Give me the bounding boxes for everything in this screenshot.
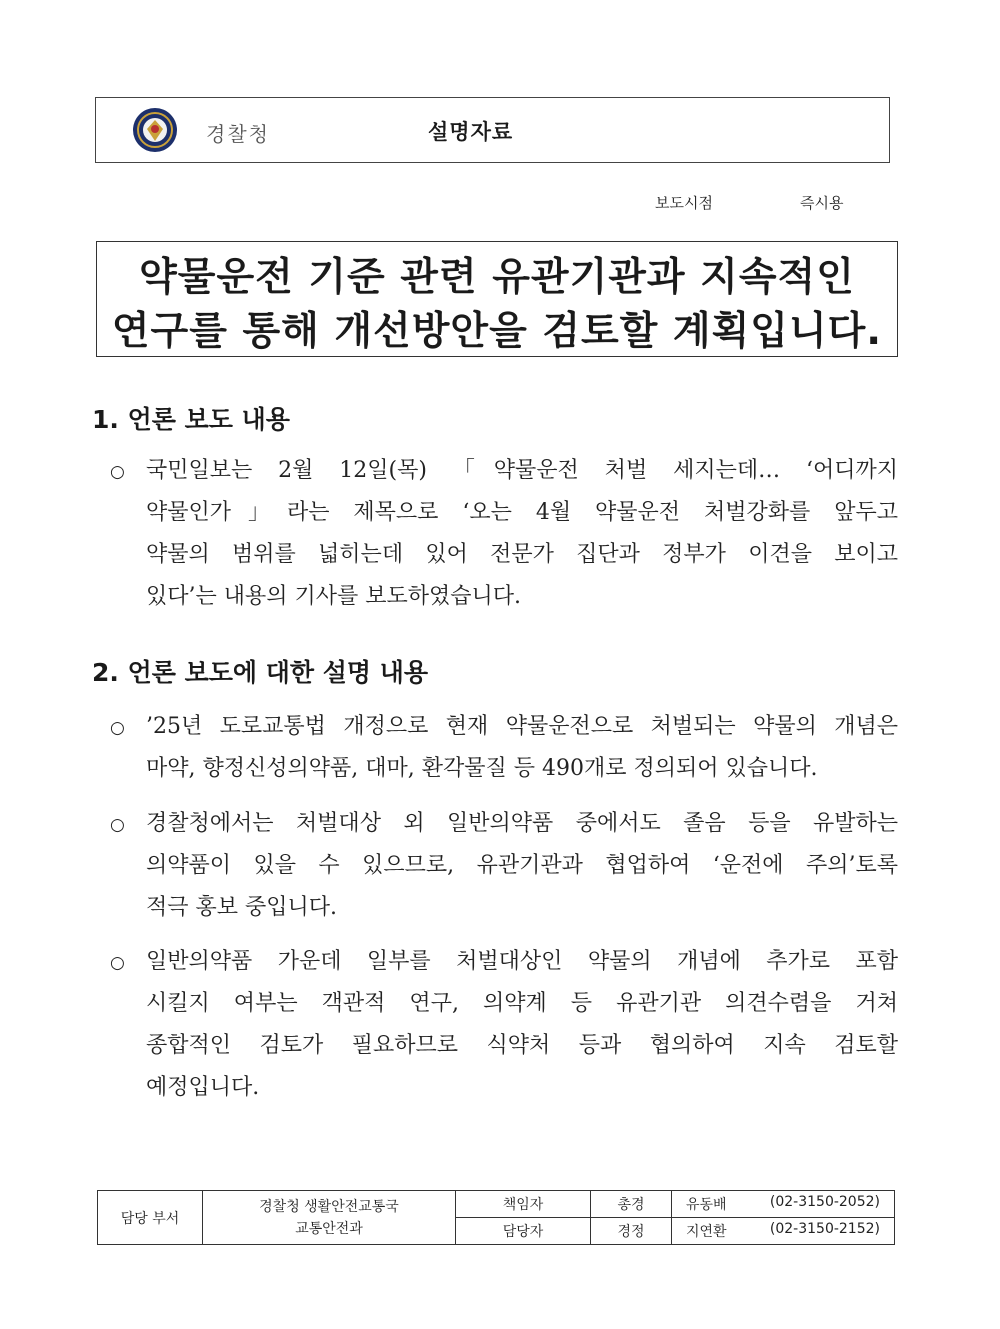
bullet-marker: ○ <box>110 718 125 738</box>
rank-cell: 경정 <box>591 1218 672 1245</box>
paragraph-news-summary <box>146 450 898 618</box>
dept-label-cell: 담당 부서 <box>98 1191 203 1245</box>
dept-name-cell <box>203 1191 456 1245</box>
role-cell: 책임자 <box>456 1191 591 1218</box>
person-name: 유동배 <box>686 1197 727 1213</box>
rank-cell: 총경 <box>591 1191 672 1218</box>
paragraph-line: 종합적인 검토가 필요하므로 식약처 등과 협의하여 지속 검토할 <box>146 1033 898 1058</box>
bullet-marker: ○ <box>110 815 125 835</box>
dept-name-line-2: 교통안전과 <box>295 1220 363 1237</box>
release-timing-label: 보도시점 <box>655 194 713 212</box>
bullet-marker: ○ <box>110 953 125 973</box>
paragraph-line: 마약, 향정신성의약품, 대마, 환각물질 등 490개로 정의되어 있습니다. <box>146 756 818 781</box>
person-cell <box>672 1218 895 1245</box>
paragraph-line: 의약품이 있을 수 있으므로, 유관기관과 협업하여 ‘운전에 주의’토록 <box>146 853 898 878</box>
paragraph-line: 있다’는 내용의 기사를 보도하였습니다. <box>146 584 521 609</box>
paragraph-line: ’25년 도로교통법 개정으로 현재 약물운전으로 처벌되는 약물의 개념은 <box>146 714 898 739</box>
phone-number: (02-3150-2152) <box>769 1221 880 1237</box>
role-cell: 담당자 <box>456 1218 591 1245</box>
paragraph-line: 일반의약품 가운데 일부를 처벌대상인 약물의 개념에 추가로 포함 <box>146 949 898 974</box>
contact-table <box>97 1190 895 1245</box>
table-row <box>98 1191 895 1218</box>
paragraph-line: 적극 홍보 중입니다. <box>146 895 337 920</box>
headline-line-1: 약물운전 기준 관련 유관기관과 지속적인 <box>139 255 855 300</box>
person-cell <box>672 1191 895 1218</box>
agency-name: 경찰청 <box>206 122 270 146</box>
police-seal-logo <box>132 107 178 153</box>
section-heading-2: 2. 언론 보도에 대한 설명 내용 <box>92 658 429 687</box>
section-heading-1: 1. 언론 보도 내용 <box>92 405 290 434</box>
headline-box <box>96 241 898 357</box>
paragraph-line: 예정입니다. <box>146 1075 260 1100</box>
paragraph-review-plan <box>146 941 898 1109</box>
headline-line-2: 연구를 통해 개선방안을 검토할 계획입니다. <box>111 309 883 354</box>
header-box <box>95 97 890 163</box>
phone-number: (02-3150-2052) <box>769 1194 880 1210</box>
document-type: 설명자료 <box>428 119 514 144</box>
dept-name-line-1: 경찰청 생활안전교통국 <box>259 1198 399 1215</box>
paragraph-line: 국민일보는 2월 12일(목) 「약물운전 처벌 세지는데… ‘어디까지 <box>146 458 898 483</box>
paragraph-promotion <box>146 803 898 929</box>
release-timing-value: 즉시용 <box>800 194 844 212</box>
paragraph-line: 약물인가」라는 제목으로 ‘오는 4월 약물운전 처벌강화를 앞두고 <box>146 500 898 525</box>
paragraph-line: 시킬지 여부는 객관적 연구, 의약계 등 유관기관 의견수렴을 거쳐 <box>146 991 898 1016</box>
paragraph-law-definition <box>146 706 898 790</box>
person-name: 지연환 <box>686 1224 727 1240</box>
paragraph-line: 약물의 범위를 넓히는데 있어 전문가 집단과 정부가 이견을 보이고 <box>146 542 898 567</box>
paragraph-line: 경찰청에서는 처벌대상 외 일반의약품 중에서도 졸음 등을 유발하는 <box>146 811 898 836</box>
bullet-marker: ○ <box>110 462 125 482</box>
